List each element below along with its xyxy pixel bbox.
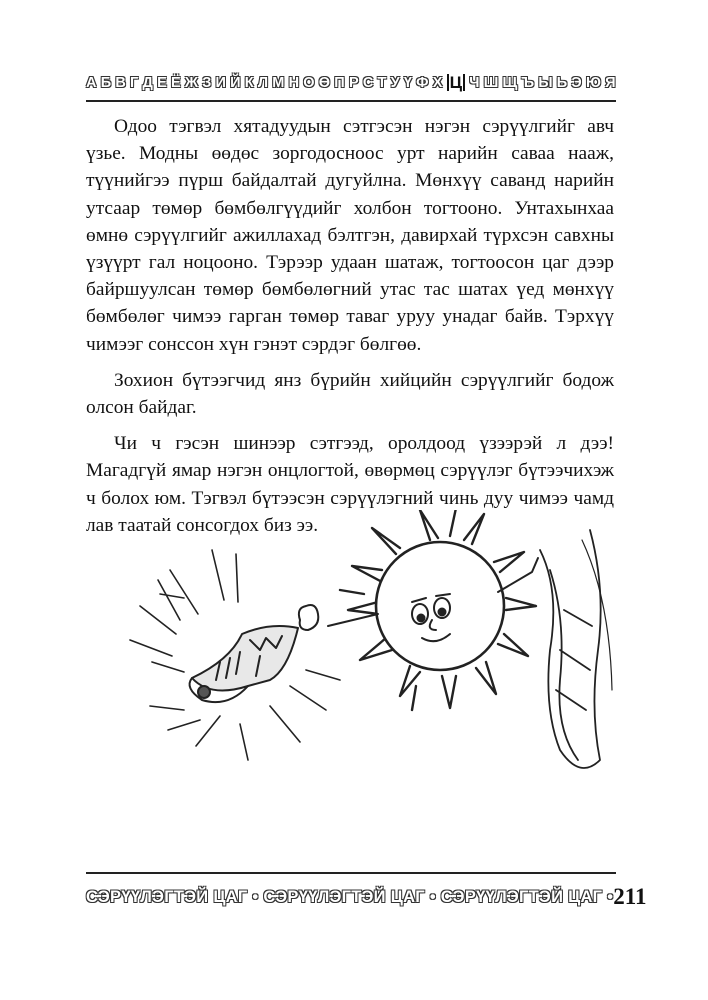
paragraph-3: Чи ч гэсэн шинээр сэтгээд, оролдоод үзээрэй л дээ! Магадгүй ямар нэгэн онцлогтой, өвөрмөц сэрүүлэг бүтээчихэж ч болох юм. Тэгвэл бүтээсэн сэрүүлэгний чинь дуу чимээ чамд лав таатай сонсогдох биз ээ. xyxy=(86,433,614,536)
alphabet-header xyxy=(86,74,616,91)
footer-rule xyxy=(86,872,616,874)
alphabet-letter: С xyxy=(362,74,374,91)
sun-left-arm xyxy=(328,614,378,626)
sun-bell-illustration xyxy=(120,510,620,810)
alphabet-letter: З xyxy=(202,74,212,91)
bell-icon xyxy=(190,626,298,702)
alphabet-letter: Ш xyxy=(483,74,499,91)
header-rule xyxy=(86,100,616,102)
alphabet-letter: Л xyxy=(257,74,269,91)
alphabet-letter: Ө xyxy=(318,74,331,91)
alphabet-letter: Т xyxy=(377,74,387,91)
paragraph-2: Зохион бүтээгчид янз бүрийн хийцийн сэрүүлгийг бодож олсон байдаг. xyxy=(86,369,614,419)
alphabet-letter: Ы xyxy=(538,74,553,91)
alphabet-letter: П xyxy=(334,74,345,91)
alphabet-letter: Щ xyxy=(502,74,518,91)
alphabet-letter: К xyxy=(244,74,254,91)
alphabet-letter: М xyxy=(272,74,285,91)
curtain xyxy=(540,530,612,768)
footer xyxy=(86,882,647,912)
alphabet-letter: А xyxy=(86,74,97,91)
body-text xyxy=(86,113,614,548)
alphabet-letter: В xyxy=(115,74,126,91)
alphabet-letter: Й xyxy=(230,74,241,91)
running-title: СЭРҮҮЛЭГТЭЙ ЦАГ • СЭРҮҮЛЭГТЭЙ ЦАГ • СЭРҮҮЛЭГТЭЙ ЦАГ • xyxy=(86,887,614,906)
alphabet-letter: Х xyxy=(432,74,443,91)
alphabet-letter: Э xyxy=(571,74,582,91)
alphabet-letter: Р xyxy=(348,74,359,91)
alphabet-letter: Е xyxy=(157,74,167,91)
alphabet-letter: Ъ xyxy=(521,74,535,91)
alphabet-letter: Ү xyxy=(403,74,412,91)
alphabet-letter: Б xyxy=(100,74,112,91)
alphabet-letter: Ц xyxy=(447,74,465,91)
hand xyxy=(299,605,318,630)
alphabet-letter: Ю xyxy=(585,74,601,91)
page-number: 211 xyxy=(613,884,647,909)
alphabet-letter: У xyxy=(390,74,400,91)
alphabet-letter: Н xyxy=(288,74,300,91)
alphabet-letter: Д xyxy=(142,74,153,91)
alphabet-letter: Г xyxy=(130,74,139,91)
alphabet-letter: Ч xyxy=(469,74,480,91)
alphabet-letter: Ь xyxy=(556,74,568,91)
paragraph-1: Одоо тэгвэл хятадуудын сэтгэсэн нэгэн сэрүүлгийг авч үзье. Модны өөдөс зоргодосноос урт нарийн саваа нааж, түүнийгээ пүрш байдалтай дугуйлна. Мөнхүү саванд нарийн утсаар төмөр бөмбөлгүүдийг холбон тогтооно. Унтахынхаа өмнө сэрүүлгийг ажиллахад бэлтгэн, давирхай түрхсэн савхны үзүүрт гал ноцооно. Тэрээр удаан шатаж, тогтоосон цаг дээр байршуулсан төмөр бөмбөлөгний утас тас шатах үед мөнхүү бөмбөлөг чимээ гарган төмөр таваг уруу унадаг байв. Тэрхүү чимээг сонссон хүн гэнэт сэрдэг бөлгөө. xyxy=(86,116,614,355)
sun-right-arm xyxy=(498,558,538,592)
alphabet-letter: Ё xyxy=(170,74,181,91)
alphabet-letter: О xyxy=(303,74,315,91)
alphabet-letter: Ф xyxy=(416,74,429,91)
alphabet-letter: Я xyxy=(605,74,616,91)
alphabet-letter: Ж xyxy=(184,74,198,91)
alphabet-letter: И xyxy=(215,74,226,91)
